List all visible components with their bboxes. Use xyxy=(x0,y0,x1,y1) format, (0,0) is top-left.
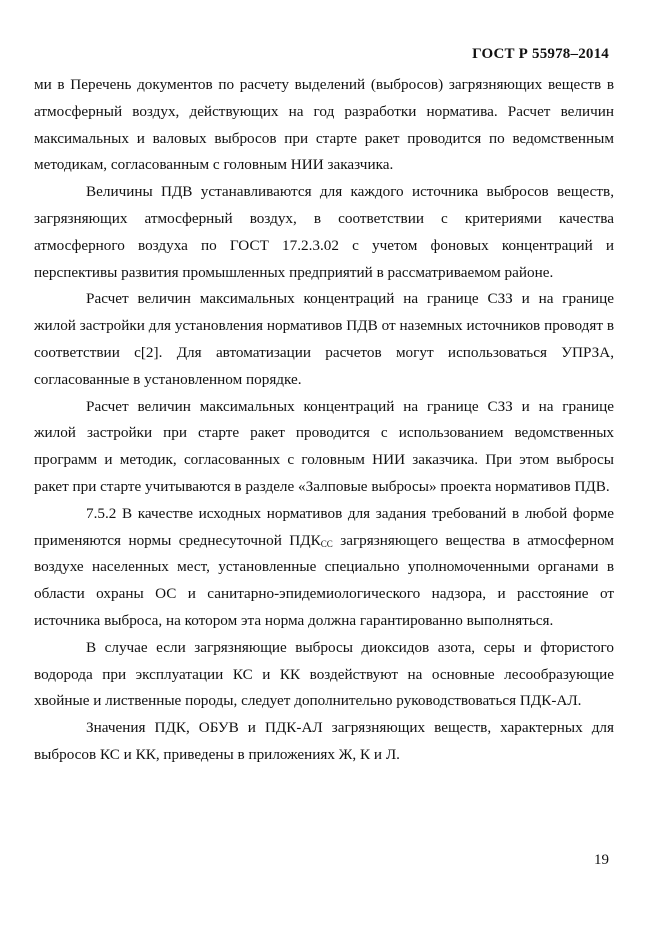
paragraph-calc-ground-sources: Расчет величин максимальных концентраций на границе СЗЗ и на границе жилой застройки для установления нормативов ПДВ от наземных источников проводят в соответствии с[2]. Для автоматизации расчетов могут использоваться УПРЗА, согласованные в установленном порядке. xyxy=(34,290,614,388)
document-body xyxy=(34,72,614,769)
paragraph-7-5-2-end: загрязняющего вещества в атмосферном воздухе населенных мест, установленные специально уполномоченными органами в области охраны ОС и санитарно-эпидемиологического надзора, и расстояние от источника выброса, на котором эта норма должна гарантированно выполняться. xyxy=(34,531,614,629)
pdk-subscript: СС xyxy=(320,538,333,549)
document-id-header: ГОСТ Р 55978–2014 xyxy=(472,46,609,62)
page-number: 19 xyxy=(594,852,609,868)
paragraph-7-5-2 xyxy=(34,501,614,635)
paragraph-pdv-values: Величины ПДВ устанавливаются для каждого источника выбросов веществ, загрязняющих атмосферный воздух, в соответствии с критериями качества атмосферного воздуха по ГОСТ 17.2.3.02 с учетом фоновых концентраций и перспективы развития промышленных предприятий в рассматриваемом районе. xyxy=(34,183,614,281)
paragraph-continuation: ми в Перечень документов по расчету выделений (выбросов) загрязняющих веществ в атмосферный воздух, действующих на год разработки норматива. Расчет величин максимальных и валовых выбросов при старте ракет проводится по ведомственным методикам, согласованным с головным НИИ заказчика. xyxy=(34,76,614,174)
paragraph-appendices: Значения ПДК, ОБУВ и ПДК-АЛ загрязняющих веществ, характерных для выбросов КС и КК, приведены в приложениях Ж, К и Л. xyxy=(34,719,614,763)
paragraph-7-5-2-start: 7.5.2 В качестве исходных нормативов для задания требований в любой форме применяются нормы среднесуточной ПДК xyxy=(34,504,614,549)
paragraph-pdk-al: В случае если загрязняющие выбросы диоксидов азота, серы и фтористого водорода при эксплуатации КС и КК воздействуют на основные лесообразующие хвойные и лиственные породы, следует дополнительно руководствоваться ПДК-АЛ. xyxy=(34,638,614,710)
paragraph-calc-rocket-launch: Расчет величин максимальных концентраций на границе СЗЗ и на границе жилой застройки при старте ракет проводится с использованием ведомственных программ и методик, согласованных с головным НИИ заказчика. При этом выбросы ракет при старте учитываются в разделе «Залповые выбросы» проекта нормативов ПДВ. xyxy=(34,397,614,495)
